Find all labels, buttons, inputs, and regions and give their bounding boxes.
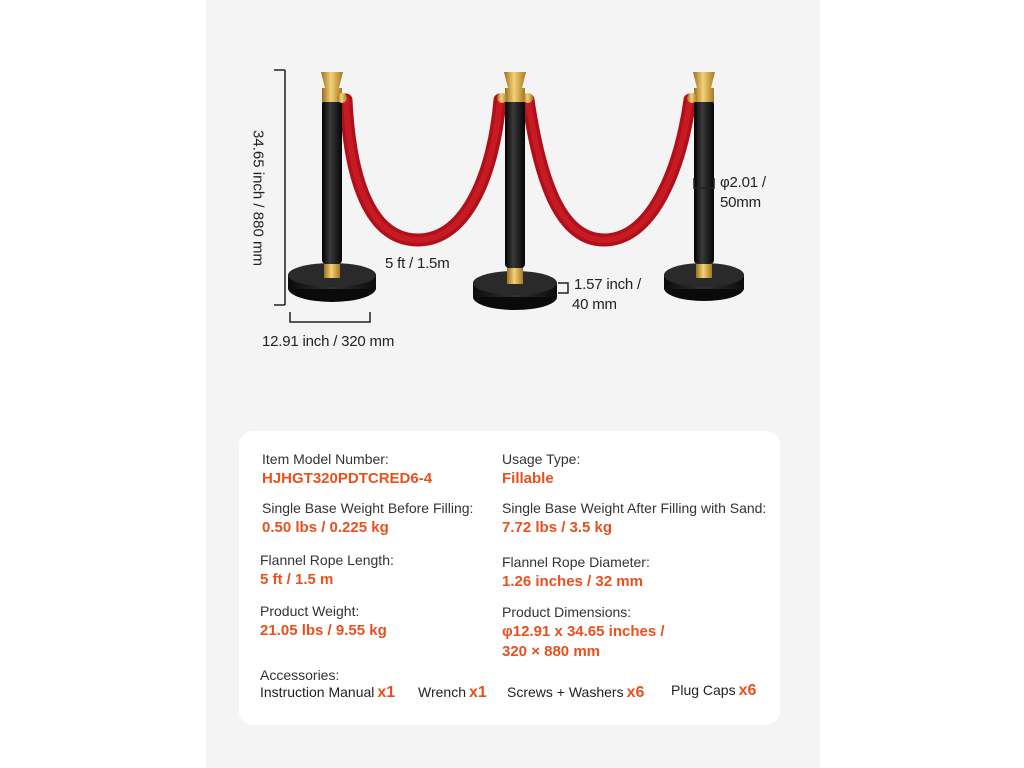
accessory-item bbox=[260, 684, 395, 702]
spec-value: HJHGT320PDTCRED6-4 bbox=[262, 470, 433, 487]
spec-value: 1.26 inches / 32 mm bbox=[502, 573, 643, 590]
spec-label: Single Base Weight After Filling with Sand: bbox=[502, 500, 767, 516]
accessories-title: Accessories: bbox=[260, 667, 340, 683]
spec-usage bbox=[502, 450, 580, 489]
spec-weight-before bbox=[262, 499, 473, 538]
accessory-name: Screws + Washers bbox=[507, 684, 624, 700]
spec-rope-diameter bbox=[502, 553, 650, 592]
accessory-qty: x1 bbox=[468, 684, 487, 701]
spec-dimensions bbox=[502, 603, 665, 662]
spec-model bbox=[262, 450, 432, 489]
spec-value: 21.05 lbs / 9.55 kg bbox=[260, 622, 387, 639]
spec-value: 7.72 lbs / 3.5 kg bbox=[502, 519, 613, 536]
rope-right bbox=[528, 100, 690, 240]
spec-label: Usage Type: bbox=[502, 451, 581, 467]
spec-label: Item Model Number: bbox=[262, 451, 389, 467]
spec-product-weight bbox=[260, 602, 387, 641]
accessory-item bbox=[418, 684, 487, 702]
rope-left bbox=[346, 100, 500, 240]
post-diameter-label-line1: φ2.01 / bbox=[720, 174, 766, 191]
accessory-item bbox=[671, 682, 756, 700]
rope-length-label: 5 ft / 1.5m bbox=[385, 255, 450, 272]
accessory-name: Plug Caps bbox=[671, 682, 736, 698]
accessory-name: Instruction Manual bbox=[260, 684, 375, 700]
accessory-qty: x1 bbox=[377, 684, 396, 701]
accessory-qty: x6 bbox=[738, 682, 757, 699]
spec-value-line2: 320 × 880 mm bbox=[502, 643, 600, 660]
spec-weight-after bbox=[502, 499, 766, 538]
spec-label: Flannel Rope Diameter: bbox=[502, 554, 650, 570]
post-diameter-label-line2: 50mm bbox=[720, 194, 761, 211]
spec-label: Product Weight: bbox=[260, 603, 360, 619]
spec-label: Single Base Weight Before Filling: bbox=[262, 500, 474, 516]
base-height-label-line1: 1.57 inch / bbox=[574, 276, 642, 293]
spec-value: 5 ft / 1.5 m bbox=[260, 571, 334, 588]
spec-value: 0.50 lbs / 0.225 kg bbox=[262, 519, 389, 536]
spec-label: Product Dimensions: bbox=[502, 604, 632, 620]
spec-rope-length bbox=[260, 551, 394, 590]
base-width-label: 12.91 inch / 320 mm bbox=[262, 333, 395, 350]
accessory-name: Wrench bbox=[418, 684, 466, 700]
height-dimension-label: 34.65 inch / 880 mm bbox=[249, 130, 267, 266]
spec-value-line1: φ12.91 x 34.65 inches / bbox=[502, 623, 665, 640]
spec-value: Fillable bbox=[502, 470, 554, 487]
spec-label: Flannel Rope Length: bbox=[260, 552, 394, 568]
accessory-item bbox=[507, 684, 644, 702]
accessory-qty: x6 bbox=[626, 684, 645, 701]
base-height-label-line2: 40 mm bbox=[572, 296, 617, 313]
